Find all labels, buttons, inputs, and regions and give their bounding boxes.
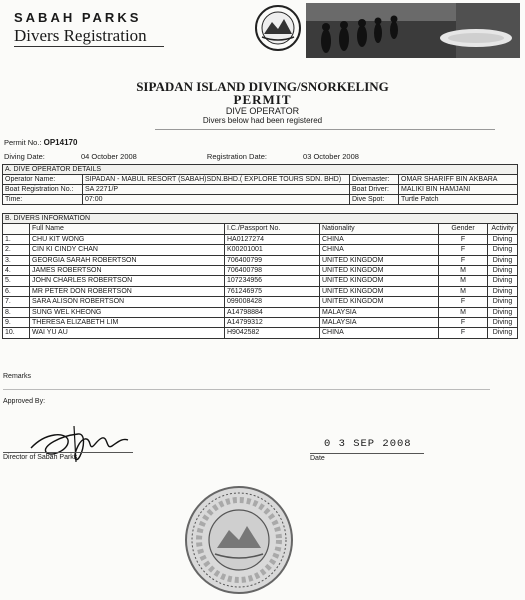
diver-gender: F xyxy=(439,328,488,338)
dates-line xyxy=(4,152,427,161)
registration-date xyxy=(207,152,393,161)
table-row xyxy=(3,318,518,328)
diving-date xyxy=(4,152,171,161)
table-row xyxy=(3,297,518,307)
divers-photo xyxy=(306,3,520,58)
diver-name: CHU KIT WONG xyxy=(30,234,225,244)
diver-passport: H9042582 xyxy=(225,328,320,338)
operator-section-header: A. DIVE OPERATOR DETAILS xyxy=(3,165,518,175)
diver-gender: M xyxy=(439,276,488,286)
table-row xyxy=(3,307,518,317)
diver-passport: 107234956 xyxy=(225,276,320,286)
permit-label: Permit No.: xyxy=(4,138,42,147)
diver-name: SARA ALISON ROBERTSON xyxy=(30,297,225,307)
diver-activity: Diving xyxy=(488,245,518,255)
diver-gender: M xyxy=(439,286,488,296)
diver-passport: 706400798 xyxy=(225,266,320,276)
boat-driver-value: MALIKI BIN HAMJANI xyxy=(399,185,518,195)
col-passport: I.C./Passport No. xyxy=(225,224,320,234)
diver-nationality: CHINA xyxy=(320,328,439,338)
diver-activity: Diving xyxy=(488,307,518,317)
diver-passport: 099008428 xyxy=(225,297,320,307)
diver-nationality: CHINA xyxy=(320,234,439,244)
header-rule xyxy=(14,46,164,47)
diver-activity: Diving xyxy=(488,286,518,296)
diver-nationality: UNITED KINGDOM xyxy=(320,276,439,286)
diver-nationality: UNITED KINGDOM xyxy=(320,255,439,265)
sabah-parks-logo-icon xyxy=(252,3,304,53)
permit-heading: PERMIT xyxy=(233,92,292,107)
row-number: 5. xyxy=(3,276,30,286)
row-number: 10. xyxy=(3,328,30,338)
divemaster-label: Divemaster: xyxy=(350,175,399,185)
permit-number xyxy=(4,138,77,147)
diver-activity: Diving xyxy=(488,266,518,276)
row-number: 7. xyxy=(3,297,30,307)
col-full-name: Full Name xyxy=(30,224,225,234)
boat-reg-value: SA 2271/P xyxy=(83,185,350,195)
diver-gender: F xyxy=(439,255,488,265)
diver-nationality: UNITED KINGDOM xyxy=(320,286,439,296)
date-rule xyxy=(310,453,424,454)
diver-passport: 706400799 xyxy=(225,255,320,265)
permit-value: OP14170 xyxy=(43,138,78,147)
diver-activity: Diving xyxy=(488,318,518,328)
diver-nationality: UNITED KINGDOM xyxy=(320,297,439,307)
row-number: 6. xyxy=(3,286,30,296)
table-row xyxy=(3,245,518,255)
diving-date-value: 04 October 2008 xyxy=(80,152,137,161)
diver-name: JAMES ROBERTSON xyxy=(30,266,225,276)
diver-gender: M xyxy=(439,307,488,317)
stamped-date: 0 3 SEP 2008 xyxy=(324,438,412,450)
divemaster-value: OMAR SHARIFF BIN AKBARA xyxy=(399,175,518,185)
boat-reg-label: Boat Registration No.: xyxy=(3,185,83,195)
diver-gender: F xyxy=(439,318,488,328)
dive-spot-value: Turtle Patch xyxy=(399,195,518,205)
date-label: Date xyxy=(310,455,325,462)
row-number: 3. xyxy=(3,255,30,265)
table-row xyxy=(3,328,518,338)
doc-subtitle: Divers Registration xyxy=(14,26,147,45)
diver-passport: A14799312 xyxy=(225,318,320,328)
diver-name: WAI YU AU xyxy=(30,328,225,338)
diver-nationality: MALAYSIA xyxy=(320,318,439,328)
diver-passport: A14798884 xyxy=(225,307,320,317)
permit-type: DIVE OPERATOR xyxy=(225,106,300,116)
divers-section-header: B. DIVERS INFORMATION xyxy=(3,214,518,224)
diver-gender: F xyxy=(439,234,488,244)
col-gender: Gender xyxy=(439,224,488,234)
diver-activity: Diving xyxy=(488,234,518,244)
diver-name: THERESA ELIZABETH LIM xyxy=(30,318,225,328)
diver-activity: Diving xyxy=(488,297,518,307)
col-number xyxy=(3,224,30,234)
diver-activity: Diving xyxy=(488,328,518,338)
remarks-label: Remarks xyxy=(3,373,32,380)
col-nationality: Nationality xyxy=(320,224,439,234)
dive-spot-label: Dive Spot: xyxy=(350,195,399,205)
diver-name: SUNG WEL KHEONG xyxy=(30,307,225,317)
diver-name: MR PETER DON ROBERTSON xyxy=(30,286,225,296)
director-signature xyxy=(26,418,136,470)
table-row xyxy=(3,276,518,286)
diver-activity: Diving xyxy=(488,255,518,265)
time-value: 07:00 xyxy=(83,195,350,205)
diver-passport: 761246975 xyxy=(225,286,320,296)
official-seal-icon xyxy=(183,484,295,596)
operator-name-label: Operator Name: xyxy=(3,175,83,185)
diving-date-label: Diving Date: xyxy=(4,152,45,161)
time-label: Time: xyxy=(3,195,83,205)
table-row xyxy=(3,234,518,244)
boat-driver-label: Boat Driver: xyxy=(350,185,399,195)
row-number: 9. xyxy=(3,318,30,328)
diver-nationality: MALAYSIA xyxy=(320,307,439,317)
director-label: Director of Sabah Parks xyxy=(3,454,78,461)
approved-by-label: Approved By: xyxy=(3,398,46,405)
title-rule xyxy=(155,129,495,130)
operator-details-table xyxy=(2,164,518,205)
operator-name-value: SIPADAN - MABUL RESORT (SABAH)SDN.BHD.( EXPLORE TOURS SDN. BHD) xyxy=(83,175,350,185)
permit-note: Divers below had been registered xyxy=(202,116,323,125)
row-number: 8. xyxy=(3,307,30,317)
diver-nationality: UNITED KINGDOM xyxy=(320,266,439,276)
diver-name: GEORGIA SARAH ROBERTSON xyxy=(30,255,225,265)
table-row xyxy=(3,255,518,265)
diver-nationality: CHINA xyxy=(320,245,439,255)
table-row xyxy=(3,266,518,276)
diver-name: CIN KI CINDY CHAN xyxy=(30,245,225,255)
divers-table xyxy=(2,213,518,339)
registration-date-value: 03 October 2008 xyxy=(303,152,359,161)
diver-gender: F xyxy=(439,245,488,255)
director-rule xyxy=(3,452,133,453)
org-name: SABAH PARKS xyxy=(14,10,142,25)
row-number: 4. xyxy=(3,266,30,276)
permit-title: SIPADAN ISLAND DIVING/SNORKELING xyxy=(136,79,389,94)
row-number: 1. xyxy=(3,234,30,244)
col-activity: Activity xyxy=(488,224,518,234)
diver-gender: M xyxy=(439,266,488,276)
diver-passport: HA0127274 xyxy=(225,234,320,244)
row-number: 2. xyxy=(3,245,30,255)
registration-date-label: Registration Date: xyxy=(206,152,267,161)
remarks-rule xyxy=(3,389,490,390)
table-row xyxy=(3,286,518,296)
diver-passport: K00201001 xyxy=(225,245,320,255)
diver-activity: Diving xyxy=(488,276,518,286)
diver-name: JOHN CHARLES ROBERTSON xyxy=(30,276,225,286)
diver-gender: F xyxy=(439,297,488,307)
